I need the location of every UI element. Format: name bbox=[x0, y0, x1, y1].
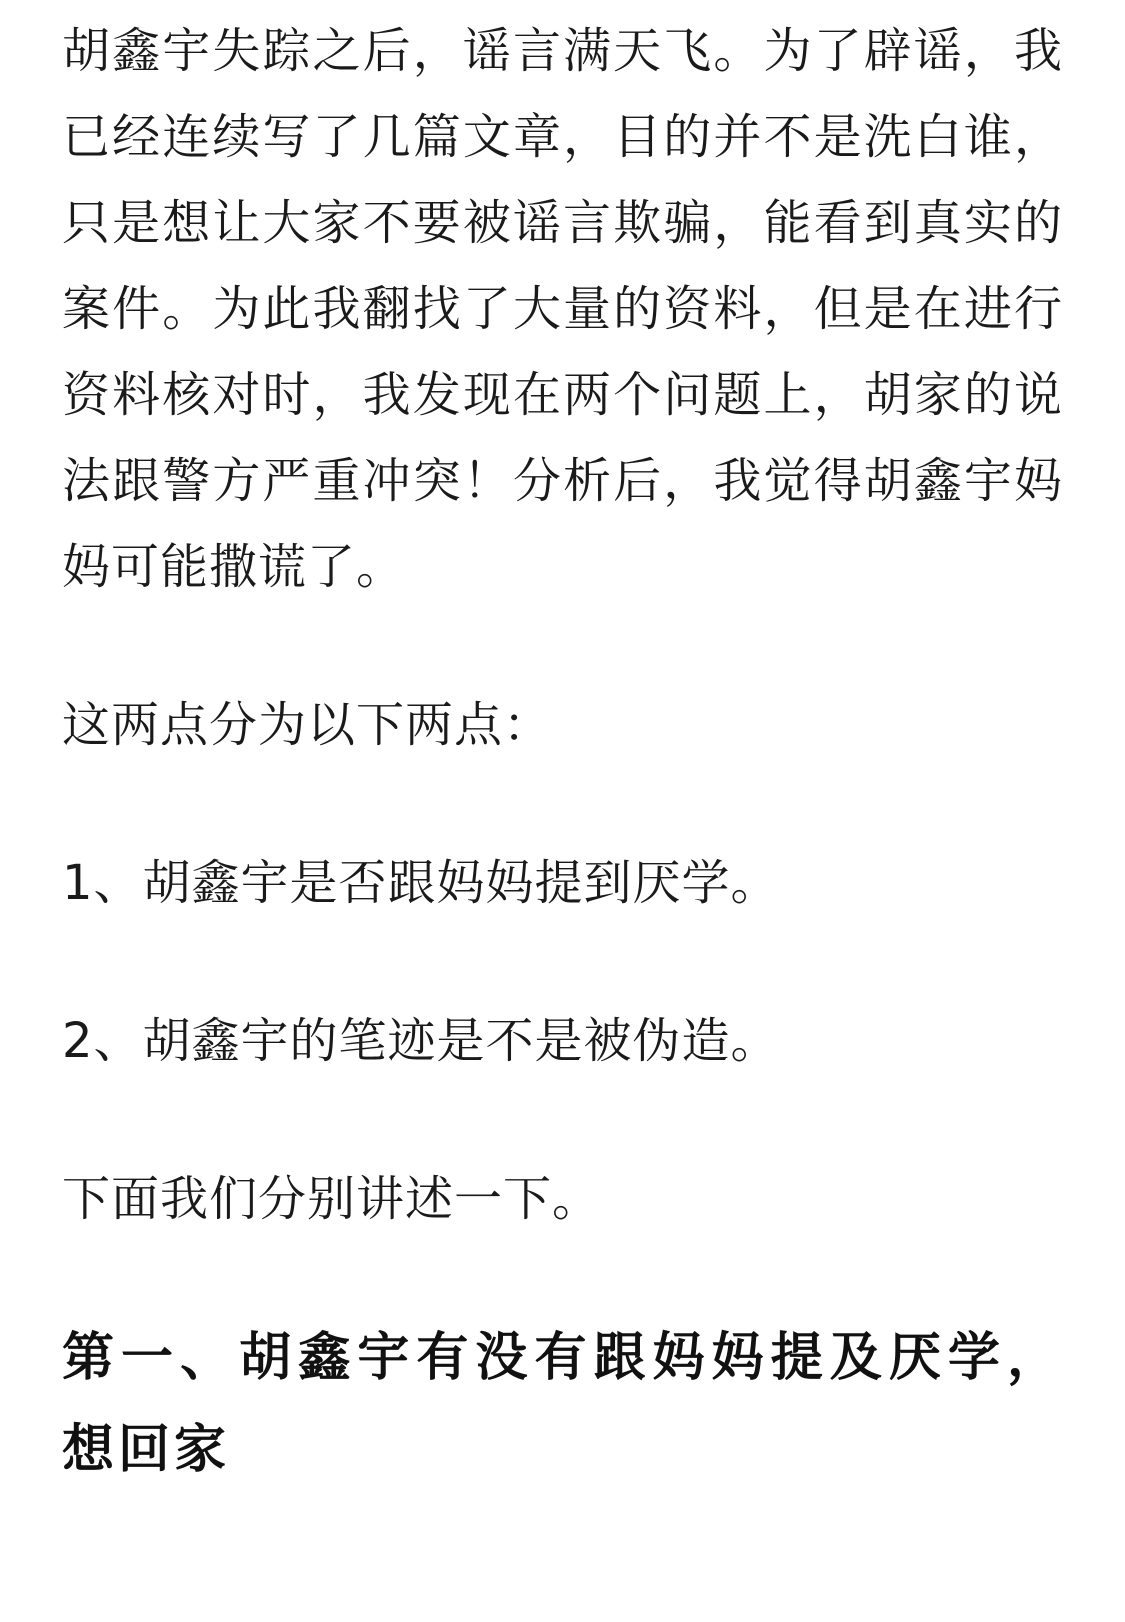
intro-paragraph: 胡鑫宇失踪之后，谣言满天飞。为了辟谣，我已经连续写了几篇文章，目的并不是洗白谁，只是想让大家不要被谣言欺骗，能看到真实的案件。为此我翻找了大量的资料，但是在进行资料核对时，我发现在两个问题上，胡家的说法跟警方严重冲突！分析后，我觉得胡鑫宇妈妈可能撒谎了。 bbox=[62, 23, 1063, 595]
section-heading: 第一、胡鑫宇有没有跟妈妈提及厌学，想回家 bbox=[62, 1328, 1063, 1480]
point-one-paragraph: 1、胡鑫宇是否跟妈妈提到厌学。 bbox=[62, 855, 780, 911]
point-two-paragraph: 2、胡鑫宇的笔迹是不是被伪造。 bbox=[62, 1013, 780, 1069]
article-body bbox=[62, 8, 1063, 1496]
transition-paragraph: 下面我们分别讲述一下。 bbox=[62, 1171, 602, 1227]
points-intro-paragraph: 这两点分为以下两点： bbox=[62, 697, 553, 753]
